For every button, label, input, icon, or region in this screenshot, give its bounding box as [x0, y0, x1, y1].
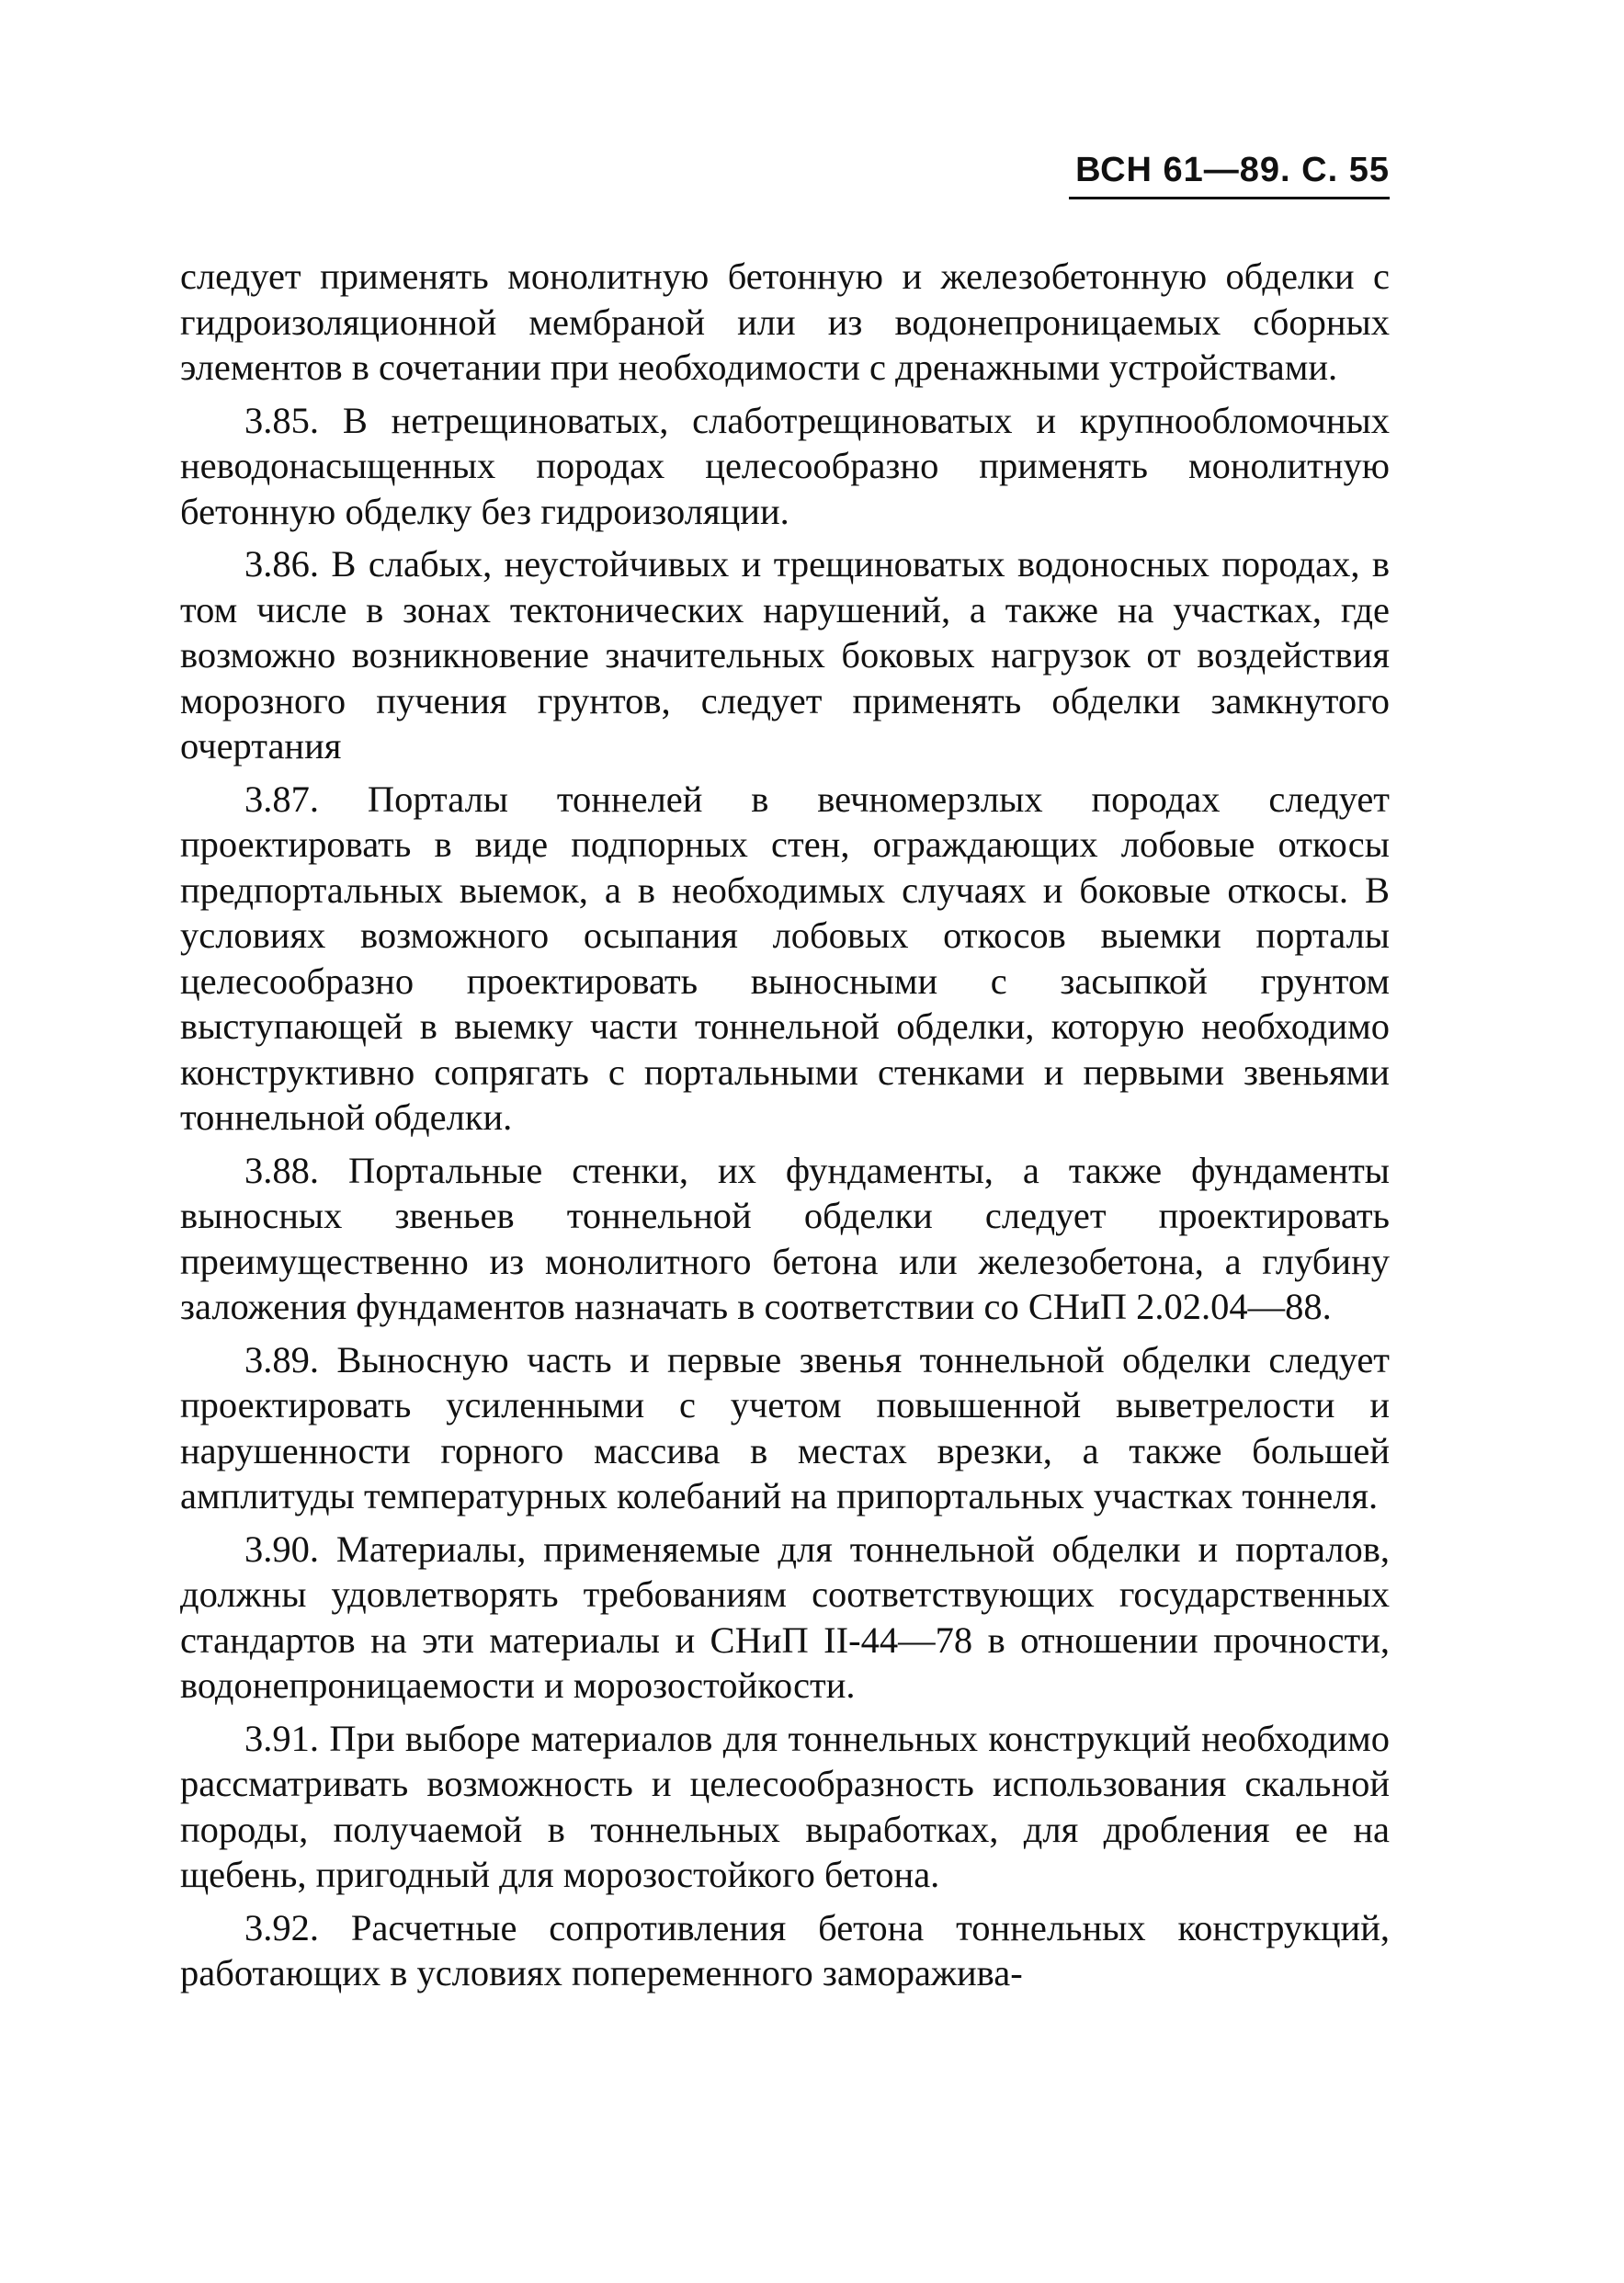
page-header: ВСН 61—89. С. 55: [1075, 151, 1390, 189]
paragraph-3-92: 3.92. Расчетные сопротивления бетона тоннельных конструкций, работающих в условиях попеременного заморажива-: [180, 1906, 1390, 1993]
paragraph-continuation: следует применять монолитную бетонную и железобетонную обделки с гидроизоляционной мембраной или из водонепроницаемых сборных элементов в сочетании при необходимости с дренажными устройствами.: [180, 256, 1390, 388]
paragraph-3-90: 3.90. Материалы, применяемые для тоннельной обделки и порталов, должны удовлетворять требованиям соответствующих государственных стандартов на эти материалы и СНиП II-44—78 в отношении прочности, водонепроницаемости и морозостойкости.: [180, 1528, 1390, 1706]
paragraph-3-88: 3.88. Портальные стенки, их фундаменты, а также фундаменты выносных звеньев тоннельной обделки следует проектировать преимущественно из монолитного бетона или железобетона, а глубину заложения фундаментов назначать в соответствии со СНиП 2.02.04—88.: [180, 1149, 1390, 1327]
paragraph-3-91: 3.91. При выборе материалов для тоннельных конструкций необходимо рассматривать возможность и целесообразность использования скальной породы, получаемой в тоннельных выработках, для дробления ее на щебень, пригодный для морозостойкого бетона.: [180, 1717, 1390, 1895]
body-text: [180, 254, 1390, 1996]
paragraph-3-89: 3.89. Выносную часть и первые звенья тоннельной обделки следует проектировать усиленными с учетом повышенной выветрелости и нарушенности горного массива в местах врезки, а также большей амплитуды температурных колебаний на припортальных участках тоннеля.: [180, 1338, 1390, 1516]
paragraph-3-86: 3.86. В слабых, неустойчивых и трещиноватых водоносных породах, в том числе в зонах тектонических нарушений, а также на участках, где возможно возникновение значительных боковых нагрузок от воздействия морозного пучения грунтов, следует применять обделки замкнутого очертания: [180, 543, 1390, 767]
paragraph-3-87: 3.87. Порталы тоннелей в вечномерзлых породах следует проектировать в виде подпорных стен, ограждающих лобовые откосы предпортальных выемок, а в необходимых случаях и боковые откосы. В условиях возможного осыпания лобовых откосов выемки порталы целесообразно проектировать выносными с засыпкой грунтом выступающей в выемку части тоннельной обделки, которую необходимо конструктивно сопрягать с портальными стенками и первыми звеньями тоннельной обделки.: [180, 778, 1390, 1138]
paragraph-3-85: 3.85. В нетрещиноватых, слаботрещиноватых и крупнообломочных неводонасыщенных породах целесообразно применять монолитную бетонную обделку без гидроизоляции.: [180, 399, 1390, 532]
header-underline: [1069, 197, 1390, 199]
